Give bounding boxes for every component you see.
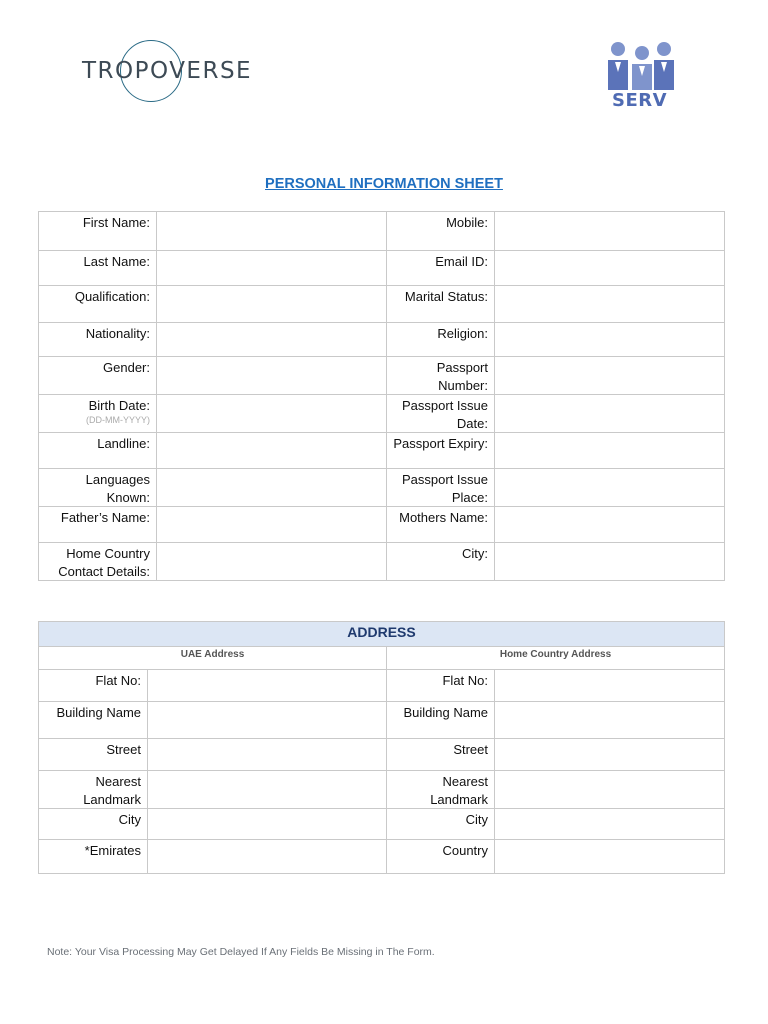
field-label: Building Name bbox=[39, 702, 148, 739]
field-label: Flat No: bbox=[387, 670, 495, 702]
field-input[interactable] bbox=[495, 469, 725, 507]
people-group-icon bbox=[606, 40, 678, 92]
field-input[interactable] bbox=[157, 323, 387, 357]
field-label: Passport Issue Date: bbox=[387, 395, 495, 433]
field-input[interactable] bbox=[157, 357, 387, 395]
personal-row bbox=[39, 433, 725, 469]
address-heading: ADDRESS bbox=[39, 622, 725, 647]
address-row bbox=[39, 771, 725, 809]
tropoverse-logo-text: TROPOVERSE bbox=[82, 58, 253, 84]
tropoverse-logo bbox=[82, 38, 252, 106]
field-label: Languages Known: bbox=[39, 469, 157, 507]
personal-row bbox=[39, 212, 725, 251]
field-input[interactable] bbox=[148, 809, 387, 840]
field-input[interactable] bbox=[495, 323, 725, 357]
field-label: Mothers Name: bbox=[387, 507, 495, 543]
field-label: Landline: bbox=[39, 433, 157, 469]
field-label: Marital Status: bbox=[387, 286, 495, 323]
field-input[interactable] bbox=[157, 251, 387, 286]
field-label: Passport Issue Place: bbox=[387, 469, 495, 507]
field-input[interactable] bbox=[157, 286, 387, 323]
field-input[interactable] bbox=[495, 433, 725, 469]
field-input[interactable] bbox=[495, 395, 725, 433]
field-input[interactable] bbox=[157, 507, 387, 543]
field-label: Father’s Name: bbox=[39, 507, 157, 543]
field-input[interactable] bbox=[495, 507, 725, 543]
personal-row bbox=[39, 357, 725, 395]
personal-row bbox=[39, 286, 725, 323]
field-input[interactable] bbox=[495, 670, 725, 702]
footer-note: Note: Your Visa Processing May Get Delayed If Any Fields Be Missing in The Form. bbox=[47, 946, 435, 958]
field-input[interactable] bbox=[148, 840, 387, 874]
address-table bbox=[38, 621, 725, 874]
field-input[interactable] bbox=[157, 433, 387, 469]
serv-logo-text: SERV bbox=[612, 90, 668, 111]
field-input[interactable] bbox=[495, 702, 725, 739]
personal-row bbox=[39, 543, 725, 581]
field-label: Nearest Landmark bbox=[39, 771, 148, 809]
personal-row bbox=[39, 323, 725, 357]
field-label: Home Country Contact Details: bbox=[39, 543, 157, 581]
field-label: Passport Number: bbox=[387, 357, 495, 395]
field-label: Passport Expiry: bbox=[387, 433, 495, 469]
field-input[interactable] bbox=[157, 212, 387, 251]
field-label: City bbox=[39, 809, 148, 840]
address-row bbox=[39, 739, 725, 771]
field-label: Building Name bbox=[387, 702, 495, 739]
field-input[interactable] bbox=[495, 251, 725, 286]
field-label: Religion: bbox=[387, 323, 495, 357]
address-row bbox=[39, 809, 725, 840]
field-label: First Name: bbox=[39, 212, 157, 251]
field-label: Birth Date: (DD-MM-YYYY) bbox=[39, 395, 157, 433]
field-input[interactable] bbox=[495, 809, 725, 840]
field-label: Mobile: bbox=[387, 212, 495, 251]
field-input[interactable] bbox=[157, 469, 387, 507]
personal-row bbox=[39, 507, 725, 543]
field-input[interactable] bbox=[495, 212, 725, 251]
date-format-hint: (DD-MM-YYYY) bbox=[86, 414, 150, 425]
field-input[interactable] bbox=[148, 739, 387, 771]
field-label: Nationality: bbox=[39, 323, 157, 357]
address-row bbox=[39, 702, 725, 739]
field-input[interactable] bbox=[495, 840, 725, 874]
personal-row bbox=[39, 469, 725, 507]
address-row bbox=[39, 840, 725, 874]
field-label: Nearest Landmark bbox=[387, 771, 495, 809]
field-input[interactable] bbox=[148, 670, 387, 702]
field-label: Flat No: bbox=[39, 670, 148, 702]
field-label: Gender: bbox=[39, 357, 157, 395]
field-input[interactable] bbox=[495, 357, 725, 395]
home-country-address-heading: Home Country Address bbox=[387, 647, 725, 670]
field-label: Country bbox=[387, 840, 495, 874]
field-input[interactable] bbox=[157, 395, 387, 433]
personal-row bbox=[39, 395, 725, 433]
field-label: Street bbox=[39, 739, 148, 771]
personal-info-table bbox=[38, 211, 725, 581]
personal-row bbox=[39, 251, 725, 286]
field-label: *Emirates bbox=[39, 840, 148, 874]
field-input[interactable] bbox=[148, 702, 387, 739]
field-label: City bbox=[387, 809, 495, 840]
field-label: Qualification: bbox=[39, 286, 157, 323]
serv-logo bbox=[606, 40, 678, 114]
field-input[interactable] bbox=[495, 286, 725, 323]
field-label: Street bbox=[387, 739, 495, 771]
field-input[interactable] bbox=[495, 771, 725, 809]
field-label: Last Name: bbox=[39, 251, 157, 286]
field-input[interactable] bbox=[148, 771, 387, 809]
address-row bbox=[39, 670, 725, 702]
field-input[interactable] bbox=[157, 543, 387, 581]
field-label: Email ID: bbox=[387, 251, 495, 286]
uae-address-heading: UAE Address bbox=[39, 647, 387, 670]
field-label: City: bbox=[387, 543, 495, 581]
field-input[interactable] bbox=[495, 543, 725, 581]
field-input[interactable] bbox=[495, 739, 725, 771]
page-title: PERSONAL INFORMATION SHEET bbox=[265, 176, 503, 192]
